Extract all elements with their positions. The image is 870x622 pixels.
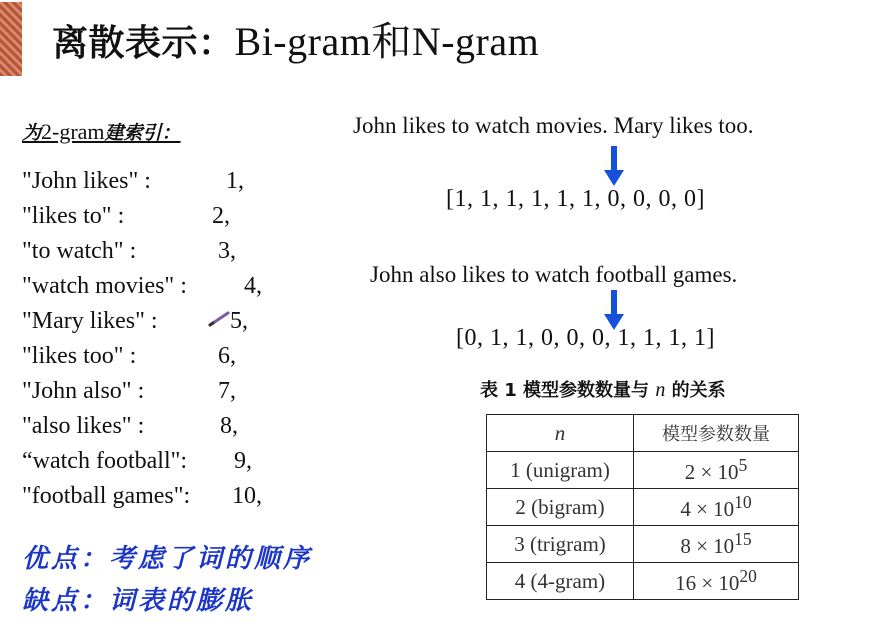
example-vector-2: [0, 1, 1, 0, 0, 0, 1, 1, 1, 1] xyxy=(456,325,715,351)
cell-n: 4 (4-gram) xyxy=(487,563,634,600)
example-sentence-2: John also likes to watch football games. xyxy=(370,262,738,287)
index-row: "likes too" : 6, xyxy=(22,343,236,369)
bigram-index-list xyxy=(22,166,352,516)
table-row xyxy=(487,563,799,600)
pen-icon xyxy=(208,311,232,327)
cell-n: 3 (trigram) xyxy=(487,526,634,563)
title-decoration-bar xyxy=(0,2,22,76)
params-table xyxy=(486,414,799,600)
index-row: "Mary likes" : 5, xyxy=(22,308,248,334)
cell-param-count: $2 \times 10^5$ xyxy=(634,452,799,489)
cell-param-count: $4 \times 10^{10}$ xyxy=(634,489,799,526)
cell-n: 2 (bigram) xyxy=(487,489,634,526)
index-row: "John also" : 7, xyxy=(22,378,236,404)
index-row: "also likes" : 8, xyxy=(22,413,238,439)
index-row: "watch movies" : 4, xyxy=(22,273,262,299)
table-caption: 表 1 模型参数数量与 n 的关系 xyxy=(480,379,726,401)
arrow-down-icon xyxy=(604,146,624,186)
cell-param-count: $16 \times 10^{20}$ xyxy=(634,563,799,600)
index-row: "John likes" : 1, xyxy=(22,168,244,194)
table-header-row xyxy=(487,415,799,452)
table-row xyxy=(487,526,799,563)
header-n: n xyxy=(487,415,634,452)
index-row: "football games": 10, xyxy=(22,483,262,509)
index-row: "to watch" : 3, xyxy=(22,238,236,264)
table-row xyxy=(487,452,799,489)
example-sentence-1: John likes to watch movies. Mary likes too. xyxy=(353,113,754,138)
arrow-down-icon xyxy=(604,290,624,330)
cons-note: 缺点：词表的膨胀 xyxy=(22,586,255,616)
pros-note: 优点：考虑了词的顺序 xyxy=(22,544,313,574)
index-subheading: 为2-gram建索引： xyxy=(22,119,181,144)
example-vector-1: [1, 1, 1, 1, 1, 1, 0, 0, 0, 0] xyxy=(446,186,705,212)
index-row: “watch football": 9, xyxy=(22,448,252,474)
page-title: 离散表示：Bi-gram和N-gram xyxy=(52,19,540,64)
index-row: "likes to" : 2, xyxy=(22,203,230,229)
table-row xyxy=(487,489,799,526)
cell-n: 1 (unigram) xyxy=(487,452,634,489)
header-param-count: 模型参数数量 xyxy=(634,415,799,452)
cell-param-count: $8 \times 10^{15}$ xyxy=(634,526,799,563)
